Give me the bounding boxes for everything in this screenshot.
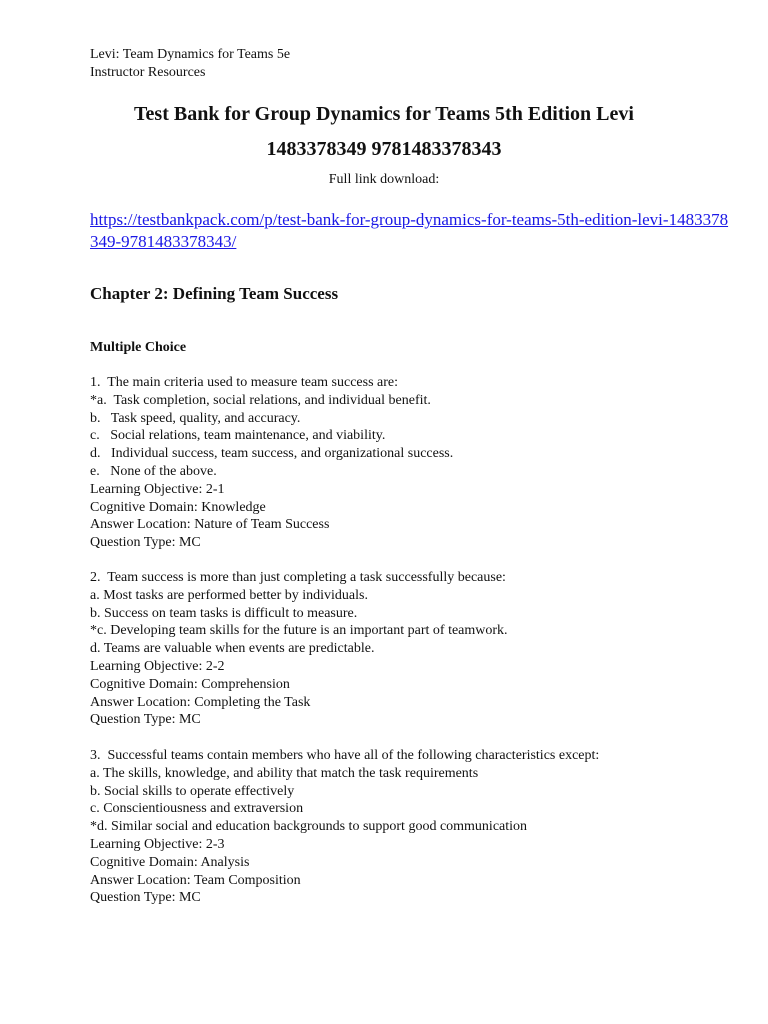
question-block-3 xyxy=(90,747,730,907)
answer-option: b. Task speed, quality, and accuracy. xyxy=(90,410,301,426)
question-type: Question Type: MC xyxy=(90,890,201,906)
question-type: Question Type: MC xyxy=(90,712,201,728)
answer-option: *d. Similar social and education backgrounds to support good communication xyxy=(90,819,528,835)
answer-option: c. Social relations, team maintenance, and viability. xyxy=(90,428,386,444)
cognitive-domain: Cognitive Domain: Comprehension xyxy=(90,676,290,692)
answer-location: Answer Location: Team Composition xyxy=(90,872,301,888)
download-label: Full link download: xyxy=(328,172,440,187)
question-block-2 xyxy=(90,569,730,729)
question-line: 3. Successful teams contain members who have all of the following characteristics except: xyxy=(90,748,600,763)
cognitive-domain: Cognitive Domain: Analysis xyxy=(90,854,250,870)
section-title: Multiple Choice xyxy=(90,340,187,355)
cognitive-domain: Cognitive Domain: Knowledge xyxy=(90,499,266,515)
answer-option: b. Social skills to operate effectively xyxy=(90,783,295,799)
answer-option: c. Conscientiousness and extraversion xyxy=(90,801,304,817)
header-resources-line: Instructor Resources xyxy=(90,65,206,80)
question-line: 1. The main criteria used to measure team success are: xyxy=(90,375,399,390)
answer-option: b. Success on team tasks is difficult to measure. xyxy=(90,605,358,621)
learning-objective: Learning Objective: 2-3 xyxy=(90,836,225,852)
question-block-1 xyxy=(90,374,730,552)
question-type: Question Type: MC xyxy=(90,535,201,551)
answer-option: *a. Task completion, social relations, and individual benefit. xyxy=(90,392,431,408)
chapter-title: Chapter 2: Defining Team Success xyxy=(90,284,339,303)
answer-location: Answer Location: Completing the Task xyxy=(90,694,311,710)
document-title: Test Bank for Group Dynamics for Teams 5th Edition Levi xyxy=(134,103,634,125)
answer-option: a. The skills, knowledge, and ability that match the task requirements xyxy=(90,765,479,781)
answer-option: d. Individual success, team success, and organizational success. xyxy=(90,446,454,462)
learning-objective: Learning Objective: 2-2 xyxy=(90,658,225,674)
answer-location: Answer Location: Nature of Team Success xyxy=(90,517,330,533)
document-isbn: 1483378349 9781483378343 xyxy=(266,138,502,160)
answer-option: *c. Developing team skills for the future is an important part of teamwork. xyxy=(90,623,508,639)
header-course-line: Levi: Team Dynamics for Teams 5e xyxy=(90,47,291,62)
answer-option: e. None of the above. xyxy=(90,463,217,479)
answer-option: d. Teams are valuable when events are predictable. xyxy=(90,641,375,657)
question-line: 2. Team success is more than just completing a task successfully because: xyxy=(90,570,506,585)
learning-objective: Learning Objective: 2-1 xyxy=(90,481,225,497)
download-link[interactable]: https://testbankpack.com/p/test-bank-for-group-dynamics-for-teams-5th-edition-levi-1483378349-9781483378343/ xyxy=(90,210,729,251)
answer-option: a. Most tasks are performed better by individuals. xyxy=(90,587,368,603)
